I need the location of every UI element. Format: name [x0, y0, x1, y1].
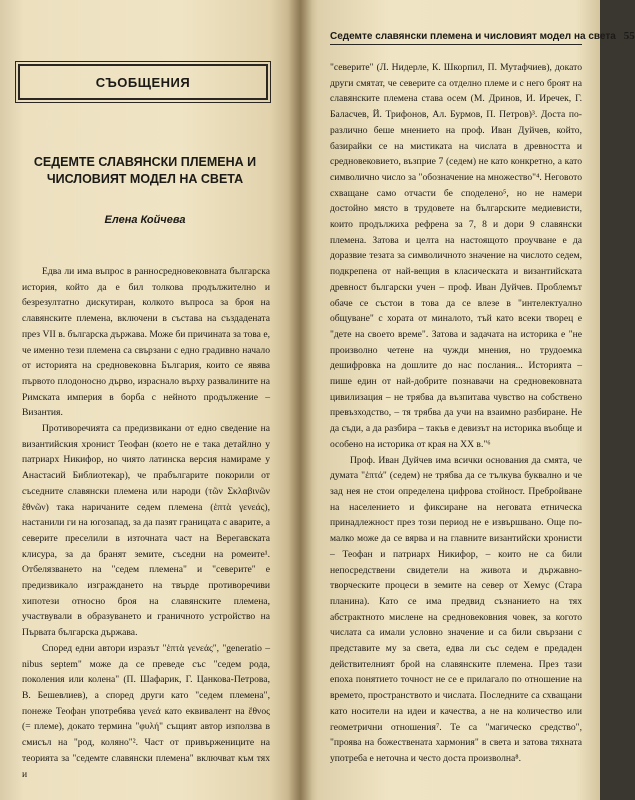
paragraph: Едва ли има въпрос в ранносредновековната българска история, който да е бил толкова продължително и безрезултатно дискутиран, колкото въпроса за броя на славянските племена, включени в състава на създадената през VII в. българска държава. Може би причината за това е, че именно тези племена са свързани с едно градивно начало от историята на средновековна България, които се явява първото плодоносно дърво, израснало върху развалините на Римската империя в борба с нейното продължение – Византия. [22, 266, 270, 419]
running-header [330, 30, 635, 45]
section-heading-box [18, 64, 268, 100]
article-title [30, 154, 260, 188]
section-heading: СЪОБЩЕНИЯ [95, 74, 191, 90]
paragraph: Противоречията са предизвикани от едно сведение на византийския хронист Теофан (което не е така детайлно у патриарх Никифор, но чиято латинска версия намираме у Анастасий Библиотекар), че прабългарите покорили от съседните славянски племена или народи (τῶν Σκλαβινῶν ἔθνῶν) така наричаните седем племена (ἑπτὰ γενεάς), настанили ги на югозапад, за да пазят границата с аварите, а северите преселили в източната част на Верегавската клисура, за да бранят земите, съседни на ромеите¹. Отбелязването на "седем племена" и "северите" е предизвикало изграждането на твърде противоречиви хипотези относно броя на славянските племена, участвували в образуването и граничното устройство на Първата българска държава. [22, 423, 270, 639]
right-page-body [330, 60, 582, 767]
paragraph: Според едни автори изразът "ἑπτὰ γενεάς", "generatio – nibus septem" може да се преведе със "седем рода, поколения или колена" (П. Шафарик, Г. Цанкова-Петрова, В. Бешевлиев), а според други като "седем племена", понеже Теофан употребява γενεά като еквивалент на ἔθνος (= племе), докато термина "φυλή" същият автор използва в смисъл на "род, коляно"². Част от привържениците на теорията за "седемте славянски племена" включват към тях и [22, 642, 270, 780]
left-page [0, 0, 300, 800]
book-gutter-shadow [288, 0, 312, 800]
article-title-line-2: ЧИСЛОВИЯТ МОДЕЛ НА СВЕТА [46, 172, 244, 186]
right-page [300, 0, 635, 800]
article-title-line-1: СЕДЕМТЕ СЛАВЯНСКИ ПЛЕМЕНА И [33, 155, 257, 169]
left-page-body [22, 264, 270, 782]
paragraph: "северите" (Л. Нидерле, К. Шкорпил, П. Мутафчиев), докато други смятат, че северите са отделно племе и с него броят на славянските племена става осем (М. Дринов, И. Иречек, Г. Баласчев, Й. Трифонов, Ал. Бурмов, П. Петров)³. Доста по-различно беше мнението на проф. Иван Дуйчев, който, базирайки се на мистиката на числата в древността и средновековието, възприе 7 (седем) не като конкретно, а като символично число за "обозначение на множество"⁴. Неговото схващане само отчасти бе споделено⁵, но не намери достойно място в трудовете на българските медиевисти, които продължиха рефрена за 7, 8 и дори 9 славянски племена. Затова и целта на настоящото проучване е да доразвие тезата за символичното значение на числото седем, подкрепена от най-вещия в класическата и византийската древност български учен – проф. Иван Дуйчев. Проблемът обаче се състои в това да се влезе в "интелектуално общуване" с хората от миналото, тъй като всеки творец е "дете на своето време". Затова и задачата на историка е "не произволно четене на чужди мнения, но трудоемка дешифровка на дошлите до нас послания... Историята – пише един от най-добрите познавачи на средновековната цивилизация – не трябва да възпитава чувство на собствено превъзходство, – тя трябва да учи на взаимно разбиране. Не да съди, а да разбира – такъв е девизът на историка въобще и особено на историка от края на XX в."⁶ [330, 62, 582, 450]
running-head-title: Седемте славянски племена и числовият модел на света [330, 31, 616, 42]
paragraph: Проф. Иван Дуйчев има всички основания да смята, че думата "ἑπτά" (седем) не трябва да се тълкува буквално и че зад нея не стои определена цифрова стойност. Пребройване на населението и фиксиране на неговата етническа принадлежност през този период не е извършвано. Още по-малко може да се вярва и на главните византийски хронисти – Теофан и патриарх Никифор, – които не са били непосредствени свидетели на живота и държавно-творческите процеси в земите на север от Хемус (Стара планина). Като се има предвид съзнанието на тях абстрактното мислене на средновековния човек, за когото числата са имали условно значение и са били свързани с представите му за света, едва ли със седем е предаден действителният брой на славянските племена. През тази епоха понятието точност не се е прилагало по отношение на времето, пространството и числата. Последните са схващани като носители на идеи и качества, а не на количество или геометрични отношения⁷. Те са "магическо средство", "проява на божествената хармония" в света и затова тяхната употреба е неточна и често доста произволна⁸. [330, 454, 582, 764]
page-number: 55 [623, 30, 635, 42]
article-author: Елена Койчева [104, 214, 186, 226]
